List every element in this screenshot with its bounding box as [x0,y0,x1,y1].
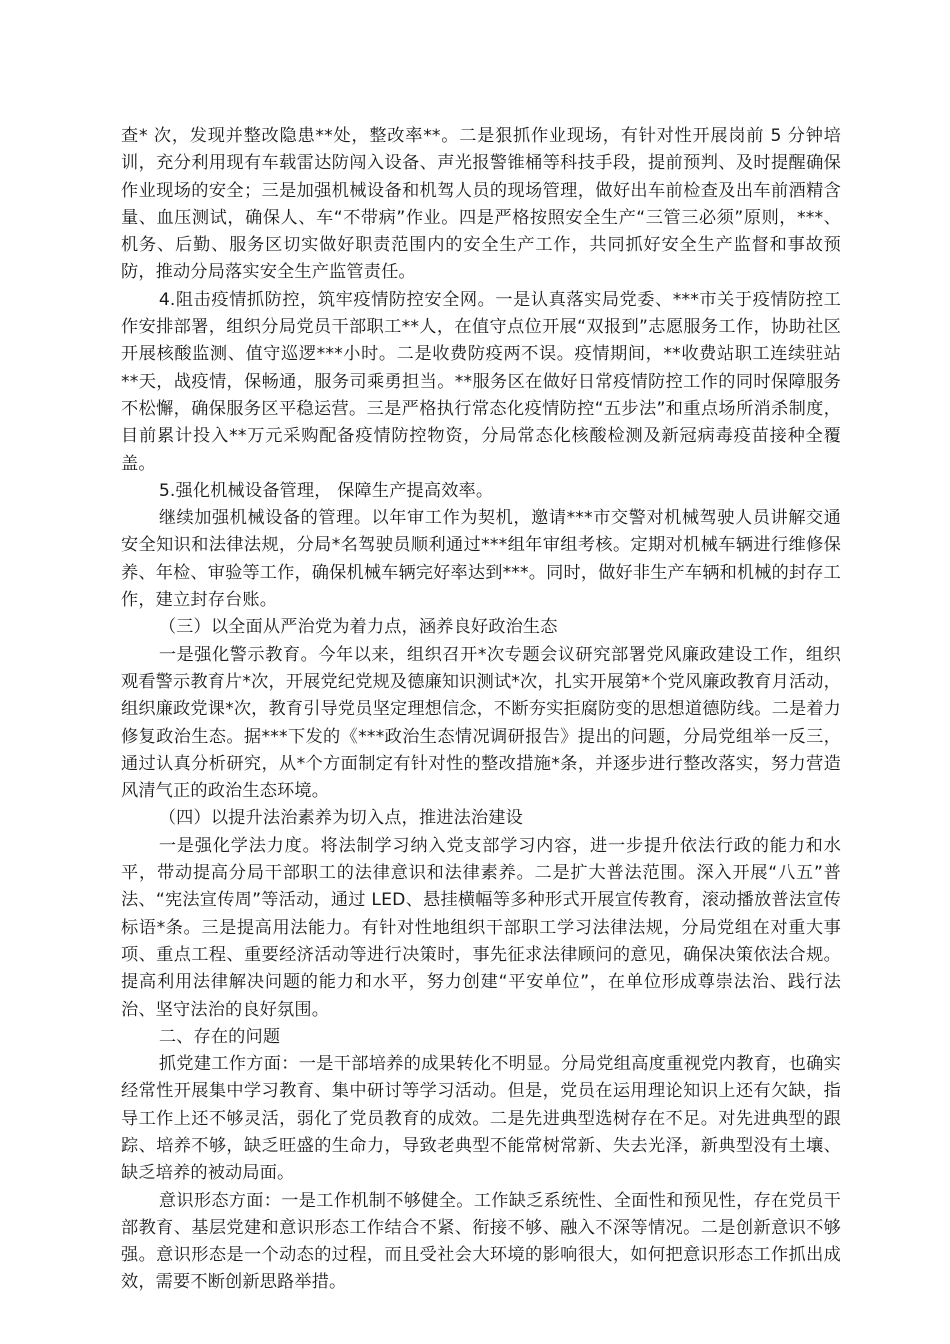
heading-existing-problems: 二、存在的问题 [158,1026,281,1047]
paragraph-machinery-management: 继续加强机械设备的管理。以年审工作为契机，邀请***市交警对机械驾驶人员讲解交通安全知识和法律法规，分局*名驾驶员顺利通过***组年审组考核。定期对机械车辆进行维修保养、年检、审验等工作，确保机械车辆完好率达到***。同时，做好非生产车辆和机械的封存工作，建立封存台账。 [121,508,841,611]
paragraph-ideology-problems: 意识形态方面：一是工作机制不够健全。工作缺乏系统性、全面性和预见性，存在党员干部教育、基层党建和意识形态工作结合不紧、衔接不够、融入不深等情况。二是创新意识不够强。意识形态是一个动态的过程，而且受社会大环境的影响很大，如何把意识形态工作抓出成效，需要不断创新思路举措。 [121,1190,841,1293]
paragraph-party-building-problems: 抓党建工作方面：一是干部培养的成果转化不明显。分局党组高度重视党内教育，也确实经常性开展集中学习教育、集中研讨等学习活动。但是，党员在运用理论知识上还有欠缺，指导工作上还不够灵活，弱化了党员教育的成效。二是先进典型选树存在不足。对先进典型的跟踪、培养不够，缺乏旺盛的生命力，导致老典型不能常树常新、失去光泽，新典型没有土壤、缺乏培养的被动局面。 [121,1054,841,1184]
heading-machinery-management: 5.强化机械设备管理， 保障生产提高效率。 [158,480,494,501]
heading-rule-of-law: （四）以提升法治素养为切入点，推进法治建设 [158,808,523,829]
document-page [121,123,841,1297]
paragraph-warning-education: 一是强化警示教育。今年以来，组织召开*次专题会议研究部署党风廉政建设工作，组织观看警示教育片*次，开展党纪党规及德廉知识测试*次，扎实开展第*个党风廉政教育月活动，组织廉政党课*次，教育引导党员坚定理想信念，不断夯实拒腐防变的思想道德防线。二是着力修复政治生态。据***下发的《***政治生态情况调研报告》提出的问题，分局党组举一反三，通过认真分析研究，从*个方面制定有针对性的整改措施*条，并逐步进行整改落实，努力营造风清气正的政治生态环境。 [121,644,841,802]
paragraph-epidemic-prevention: 4.阻击疫情抓防控，筑牢疫情防控安全网。一是认真落实局党委、***市关于疫情防控工作安排部署，组织分局党员干部职工**人，在值守点位开展“双报到”志愿服务工作，协助社区开展核酸监测、值守巡逻***小时。二是收费防疫两不误。疫情期间，**收费站职工连续驻站**天，战疫情，保畅通，服务司乘勇担当。**服务区在做好日常疫情防控工作的同时保障服务不松懈，确保服务区平稳运营。三是严格执行常态化疫情防控“五步法”和重点场所消杀制度，目前累计投入**万元采购配备疫情防控物资，分局常态化核酸检测及新冠病毒疫苗接种全覆盖。 [121,289,841,474]
paragraph-law-study: 一是强化学法力度。将法制学习纳入党支部学习内容，进一步提升依法行政的能力和水平，带动提高分局干部职工的法律意识和法律素养。二是扩大普法范围。深入开展“八五”普法、“宪法宣传周”等活动，通过 LED、悬挂横幅等多种形式开展宣传教育，滚动播放普法宣传标语*条。三是提高用法能力。有针对性地组织干部职工学习法律法规，分局党组在对重大事项、重点工程、重要经济活动等进行决策时，事先征求法律顾问的意见，确保决策依法合规。提高利用法律解决问题的能力和水平，努力创建“平安单位”，在单位形成尊崇法治、践行法治、坚守法治的良好氛围。 [121,835,841,1020]
heading-party-discipline: （三）以全面从严治党为着力点，涵养良好政治生态 [158,617,558,638]
paragraph-safety-production-cont: 查* 次，发现并整改隐患**处，整改率**。二是狠抓作业现场，有针对性开展岗前 5 分钟培训，充分利用现有车载雷达防闯入设备、声光报警锥桶等科技手段，提前预判、及时提醒确保作业现场的安全；三是加强机械设备和机驾人员的现场管理，做好出车前检查及出车前酒精含量、血压测试，确保人、车“不带病”作业。四是严格按照安全生产“三管三必须”原则，***、机务、后勤、服务区切实做好职责范围内的安全生产工作，共同抓好安全生产监督和事故预防，推动分局落实安全生产监管责任。 [121,126,841,283]
